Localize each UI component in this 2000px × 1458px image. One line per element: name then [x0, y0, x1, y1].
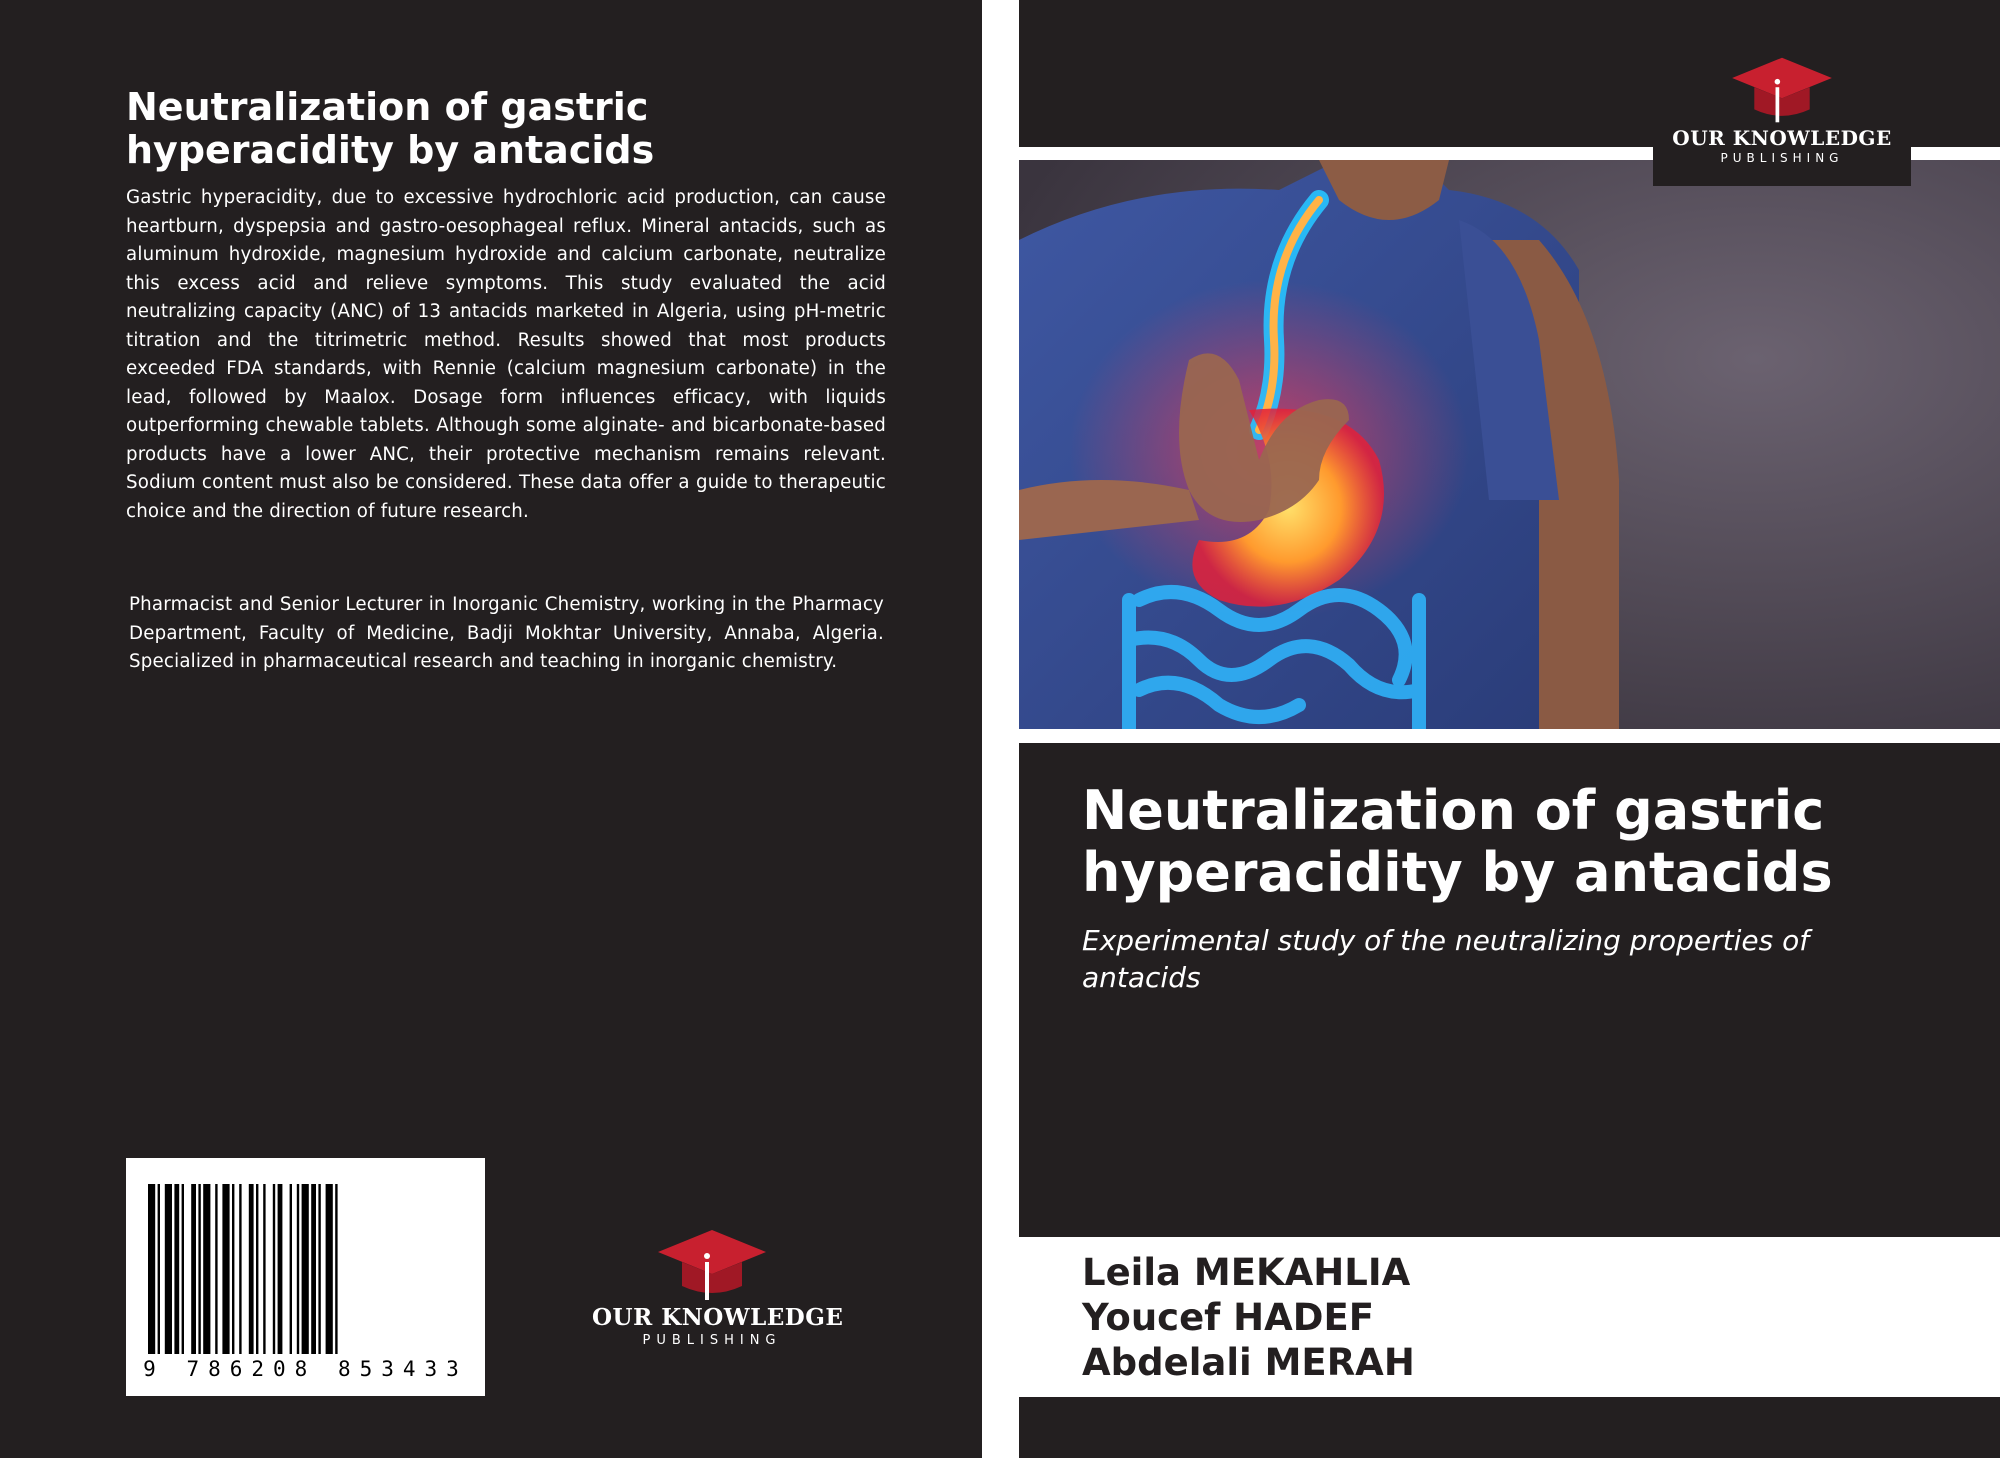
isbn-barcode: [126, 1158, 485, 1396]
mortarboard-icon: [654, 1226, 770, 1304]
back-cover-abstract: Gastric hyperacidity, due to excessive hydrochloric acid production, can cause heartburn, dyspepsia and gastro-oesophageal reflux. Mineral antacids, such as aluminum hydroxide, magnesium hydroxide and calcium carbonate, neutralize this excess acid and relieve symptoms. This study evaluated the acid neutralizing capacity (ANC) of 13 antacids marketed in Algeria, using pH-metric titration and the titrimetric method. Results showed that most products exceeded FDA standards, with Rennie (calcium magnesium carbonate) in the lead, followed by Maalox. Dosage form influences efficacy, with liquids outperforming chewable tablets. Although some alginate- and bicarbonate-based products have a lower ANC, their protective mechanism remains relevant. Sodium content must also be considered. These data offer a guide to therapeutic choice and the direction of future research.: [126, 187, 886, 522]
publisher-logo-front: [1653, 54, 1911, 165]
back-cover: [0, 0, 982, 1458]
cover-illustration: [1019, 160, 2000, 729]
publisher-name-front: OUR KNOWLEDGE: [1672, 126, 1892, 150]
stomach-heartburn-illustration: [1019, 160, 2000, 729]
front-cover-subtitle: Experimental study of the neutralizing properties of antacids: [1082, 924, 1810, 994]
publisher-name: OUR KNOWLEDGE: [592, 1304, 844, 1331]
front-cover-bottom-band: [1019, 1397, 2000, 1458]
back-cover-title: Neutralization of gastric hyperacidity by antacids: [126, 85, 655, 172]
author-name: Abdelali MERAH: [1082, 1341, 1415, 1384]
author-bio: Pharmacist and Senior Lecturer in Inorganic Chemistry, working in the Pharmacy Department, Faculty of Medicine, Badji Mokhtar University, Annaba, Algeria. Specialized in pharmaceutical research and teaching in inorganic chemistry.: [129, 594, 884, 672]
author-name: Leila MEKAHLIA: [1082, 1251, 1411, 1294]
mortarboard-icon: [1728, 54, 1836, 126]
publisher-tagline: PUBLISHING: [642, 1333, 782, 1348]
publisher-tagline-front: PUBLISHING: [1720, 151, 1844, 165]
isbn-number: 9 786208 853433: [143, 1357, 468, 1381]
publisher-logo-back: [592, 1226, 844, 1348]
author-name: Youcef HADEF: [1082, 1296, 1375, 1339]
barcode-bars-icon: [126, 1158, 485, 1358]
author-list: [1082, 1250, 1415, 1385]
front-cover-title: Neutralization of gastric hyperacidity by antacids: [1082, 779, 1833, 904]
